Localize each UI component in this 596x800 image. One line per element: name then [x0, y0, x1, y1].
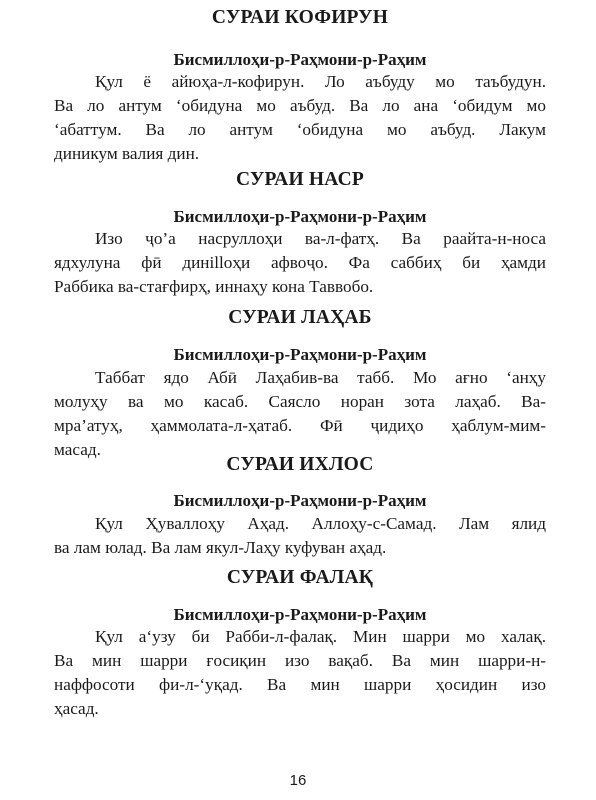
surah-text — [54, 366, 546, 462]
text-line: ва лам юлад. Ва лам якул-Лаҳу куфуван аҳад. — [54, 538, 387, 557]
text-line: Раббика ва-стағфирҳ, иннаҳу кона Таввобо. — [54, 277, 374, 296]
text-line: ядхулуна фӣ динillоҳи афвоҷо. Фа саббиҳ би ҳамди — [54, 253, 546, 272]
surah-lahab — [54, 307, 546, 462]
text-line: масад. — [54, 440, 101, 459]
basmala: Бисмиллоҳи-р-Раҳмони-р-Раҳим — [173, 50, 427, 69]
text-line: ‘абаттум. Ва ло антум ‘обидуна мо аъбуд. Лакум — [54, 120, 546, 139]
surah-falaq — [54, 567, 546, 721]
basmala: Бисмиллоҳи-р-Раҳмони-р-Раҳим — [173, 207, 427, 226]
surah-text — [54, 625, 546, 721]
text-line: Ва ло антум ‘обидуна мо аъбуд. Ва ло ана ‘обидум мо — [54, 96, 546, 115]
text-line: Қул а‘узу би Рабби-л-фалақ. Мин шарри мо халақ. — [95, 627, 546, 646]
text-line: Қул ё айюҳа-л-кофирун. Ло аъбуду мо таъбудун. — [95, 72, 546, 91]
surah-text — [54, 70, 546, 166]
text-line: мра’атуҳ, ҳаммолата-л-ҳатаб. Фӣ ҷидиҳо ҳаблум-мим- — [54, 416, 546, 435]
text-line: Изо ҷо’а насруллоҳи ва-л-фатҳ. Ва раайта-н-носа — [95, 229, 546, 248]
text-line: наффосоти фи-л-‘уқад. Ва мин шарри ҳосидин изо — [54, 675, 546, 694]
surah-kofirun — [54, 7, 546, 166]
surah-title: СУРАИ ЛАҲАБ — [228, 307, 372, 328]
surah-title: СУРАИ ИХЛОС — [226, 454, 374, 475]
text-line: молуҳу ва мо касаб. Саясло норан зота лаҳаб. Ва- — [54, 392, 546, 411]
surah-title: СУРАИ КОФИРУН — [211, 7, 389, 28]
surah-text — [54, 512, 546, 560]
surah-nasr — [54, 169, 546, 299]
basmala: Бисмиллоҳи-р-Раҳмони-р-Раҳим — [173, 605, 427, 624]
surah-title: СУРАИ ФАЛАҚ — [226, 567, 374, 588]
text-line: Қул Ҳуваллоҳу Аҳад. Аллоҳу-с-Самад. Лам ялид — [95, 514, 546, 533]
text-line: Ва мин шарри ғосиқин изо вақаб. Ва мин шарри-н- — [54, 651, 546, 670]
surah-ikhlos — [54, 454, 546, 560]
text-line: диникум валия дин. — [54, 144, 200, 163]
text-line: Таббат ядо Абӣ Лаҳабив-ва табб. Мо ағно ‘анҳу — [95, 368, 546, 387]
surah-text — [54, 227, 546, 299]
basmala: Бисмиллоҳи-р-Раҳмони-р-Раҳим — [173, 491, 427, 510]
surah-title: СУРАИ НАСР — [236, 169, 364, 190]
basmala: Бисмиллоҳи-р-Раҳмони-р-Раҳим — [173, 345, 427, 364]
text-line: ҳасад. — [54, 699, 99, 718]
page-number: 16 — [289, 772, 307, 789]
